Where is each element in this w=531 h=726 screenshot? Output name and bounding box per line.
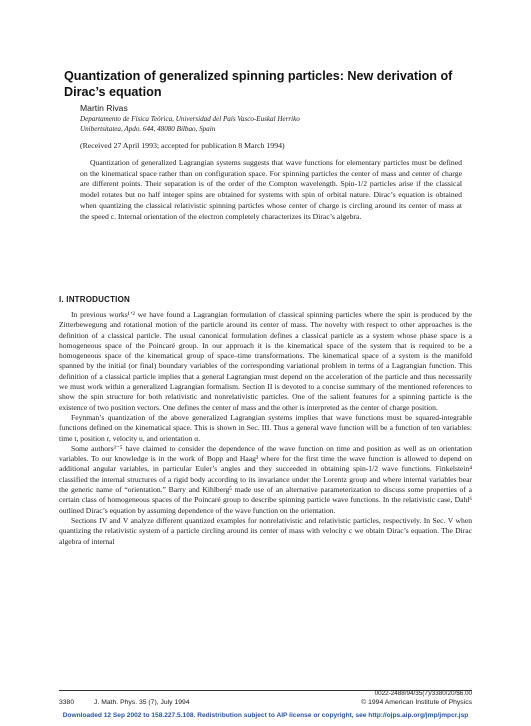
- paragraph-3: Some authors³⁻⁵ have claimed to consider the dependence of the wave function on time and position as well as on orientation variables. To our knowledge is in the work of Bopp and Haag³ where for the first time the wave function is allowed to depend on additional angular variables, in particular Euler’s angles and they succeeded in obtaining spin-1/2 wave functions. Finkelstein⁴ classified the internal structures of a rigid body according to its invariance under the Lorentz group and where internal variables bear the generic name of “orientation.” Barry and Kihlberg⁵ made use of an alternative parameterization to discuss some properties of a certain class of homogeneous spaces of the Poincaré group to describe spinning particle wave functions. In the relativistic case, Dahl⁶ outlined Dirac’s equation by assuming dependence of the wave function on the orientation.: [59, 443, 472, 515]
- article-code: 0022-2488/94/35(7)/3380/20/$6.00: [374, 690, 472, 697]
- copyright: © 1994 American Institute of Physics: [361, 699, 472, 706]
- author-name: Martin Rivas: [80, 103, 128, 113]
- page-number: 3380: [59, 699, 75, 706]
- paragraph-1: In previous works¹’² we have found a Lagrangian formulation of classical spinning particles where the spin is produced by the Zitterbewegung and rotational motion of the particle around its center of mass. The novelty with respect to other approaches is the definition of a classical particle. The usual canonical formulation defines a classical particle as a system whose phase space is a homogeneous space of the Poincaré group. In our approach it is the kinematical space of the system that is required to be a homogeneous space of the kinematical group of space–time transformations. The kinematical space of a system is the manifold spanned by the initial (or final) boundary variables of the corresponding variational problem in terms of a Lagrangian function. This definition of a classical particle implies that a general Lagrangian must depend on the acceleration of the particle and thus necessarily we must work within a generalized Lagrangian formalism. Section II is devoted to a concise summary of the mentioned references to show the spin structure for both relativistic and nonrelativistic particles. One of the salient features for a spinning particle is the existence of two position vectors. One defines the center of mass and the other is interpreted as the center of charge position.: [59, 310, 472, 412]
- paragraph-2: Feynman’s quantization of the above generalized Lagrangian systems implies that wave functions must be squared-integrable functions defined on the kinematical space. This is shown in Sec. III. Thus a general wave function will be a function of ten variables: time t, position r, velocity u, and orientation α.: [59, 412, 472, 443]
- article-title: Quantization of generalized spinning particles: New derivation of Dirac’s equation: [64, 69, 453, 99]
- affiliation-line-1: Departamento de Física Teórica, Universidad del País Vasco-Euskal Herriko: [80, 115, 300, 123]
- received-date: (Received 27 April 1993; accepted for publication 8 March 1994): [80, 141, 285, 150]
- download-notice: Downloaded 12 Sep 2002 to 158.227.5.108. Redistribution subject to AIP license or copyright, see http://ojps.aip.org/jmp/jmpcr.jsp: [62, 712, 469, 719]
- author-affiliation: [80, 114, 300, 134]
- section-heading: I. INTRODUCTION: [59, 295, 130, 304]
- body-text: [59, 310, 472, 547]
- paragraph-4: Sections IV and V analyze different quantized examples for nonrelativistic and relativistic particles, respectively. In Sec. V when quantizing the relativistic system of a particle circling around its center of mass with velocity c we obtain Dirac’s equation. The Dirac algebra of internal: [59, 515, 472, 546]
- journal-citation: J. Math. Phys. 35 (7), July 1994: [94, 699, 190, 706]
- footer-left: [59, 699, 208, 706]
- affiliation-line-2: Unibertsitatea, Apdo. 644, 48080 Bilbao, Spain: [80, 125, 216, 133]
- abstract: Quantization of generalized Lagrangian systems suggests that wave functions for elementary particles must be defined on the kinematical space rather than on configuration space. For spinning particles the center of mass and center of charge are different points. Their separation is of the order of the Compton wavelength. Spin-1/2 particles arise if the classical model rotates but no half integer spins are obtained for systems with spin of orbital nature. Dirac’s equation is obtained when quantizing the classical relativistic spinning particles whose center of charge is circling around its center of mass at the speed c. Internal orientation of the electron completely characterizes its Dirac’s algebra.: [80, 158, 462, 221]
